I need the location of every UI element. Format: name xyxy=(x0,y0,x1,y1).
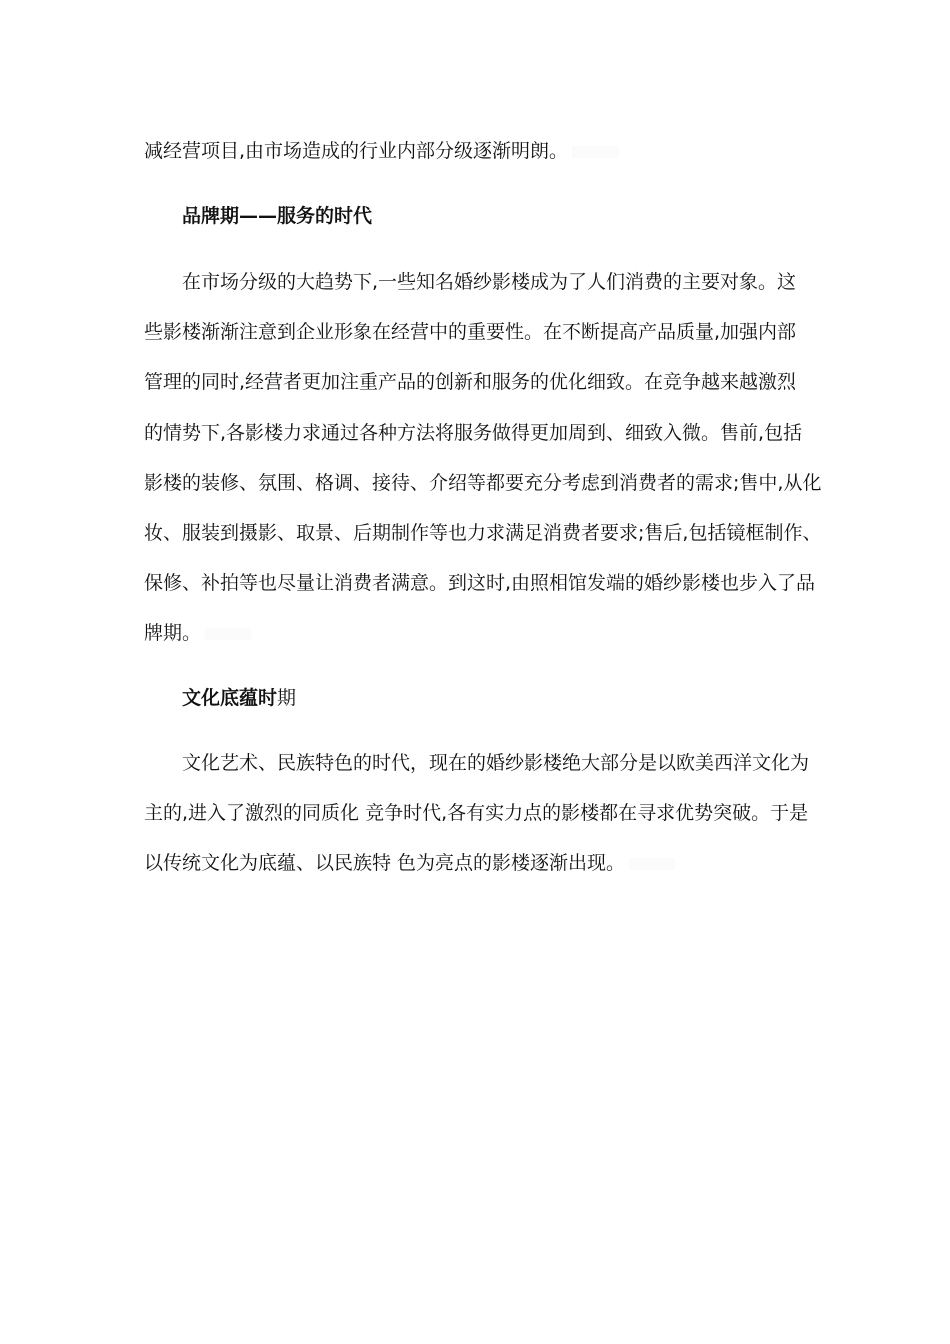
section-heading-brand: 品牌期——服务的时代 xyxy=(182,205,373,227)
paragraph-line: 在市场分级的大趋势下,一些知名婚纱影楼成为了人们消费的主要对象。这 xyxy=(182,271,797,293)
paragraph-line: 文化艺术、民族特色的时代，现在的婚纱影楼绝大部分是以欧美西洋文化为 xyxy=(182,752,810,774)
heading-normal-part: 期 xyxy=(277,687,297,709)
paragraph-line xyxy=(144,619,251,647)
watermark-mark xyxy=(572,146,618,158)
paragraph-text: 减经营项目,由市场造成的行业内部分级逐渐明朗。 xyxy=(144,140,569,162)
watermark-mark xyxy=(629,858,675,870)
paragraph-line: 保修、补拍等也尽量让消费者满意。到这时,由照相馆发端的婚纱影楼也步入了品 xyxy=(144,572,816,594)
paragraph-line xyxy=(144,137,618,165)
section-heading-culture xyxy=(182,684,296,712)
heading-bold-part: 文化底蕴时 xyxy=(182,687,278,709)
paragraph-line: 的情势下,各影楼力求通过各种方法将服务做得更加周到、细致入微。售前,包括 xyxy=(144,422,803,444)
paragraph-text: 以传统文化为底蕴、以民族特 色为亮点的影楼逐渐出现。 xyxy=(144,852,626,874)
paragraph-line: 些影楼渐渐注意到企业形象在经营中的重要性。在不断提高产品质量,加强内部 xyxy=(144,321,797,343)
paragraph-line: 妆、服装到摄影、取景、后期制作等也力求满足消费者要求;售后,包括镜框制作、 xyxy=(144,522,822,544)
paragraph-text: 牌期。 xyxy=(144,622,202,644)
paragraph-line: 影楼的装修、氛围、格调、接待、介绍等都要充分考虑到消费者的需求;售中,从化 xyxy=(144,472,822,494)
paragraph-line xyxy=(144,849,675,877)
paragraph-line: 主的,进入了激烈的同质化 竞争时代,各有实力点的影楼都在寻求优势突破。于是 xyxy=(144,802,809,824)
watermark-mark xyxy=(205,628,251,640)
paragraph-line: 管理的同时,经营者更加注重产品的创新和服务的优化细致。在竞争越来越激烈 xyxy=(144,371,797,393)
